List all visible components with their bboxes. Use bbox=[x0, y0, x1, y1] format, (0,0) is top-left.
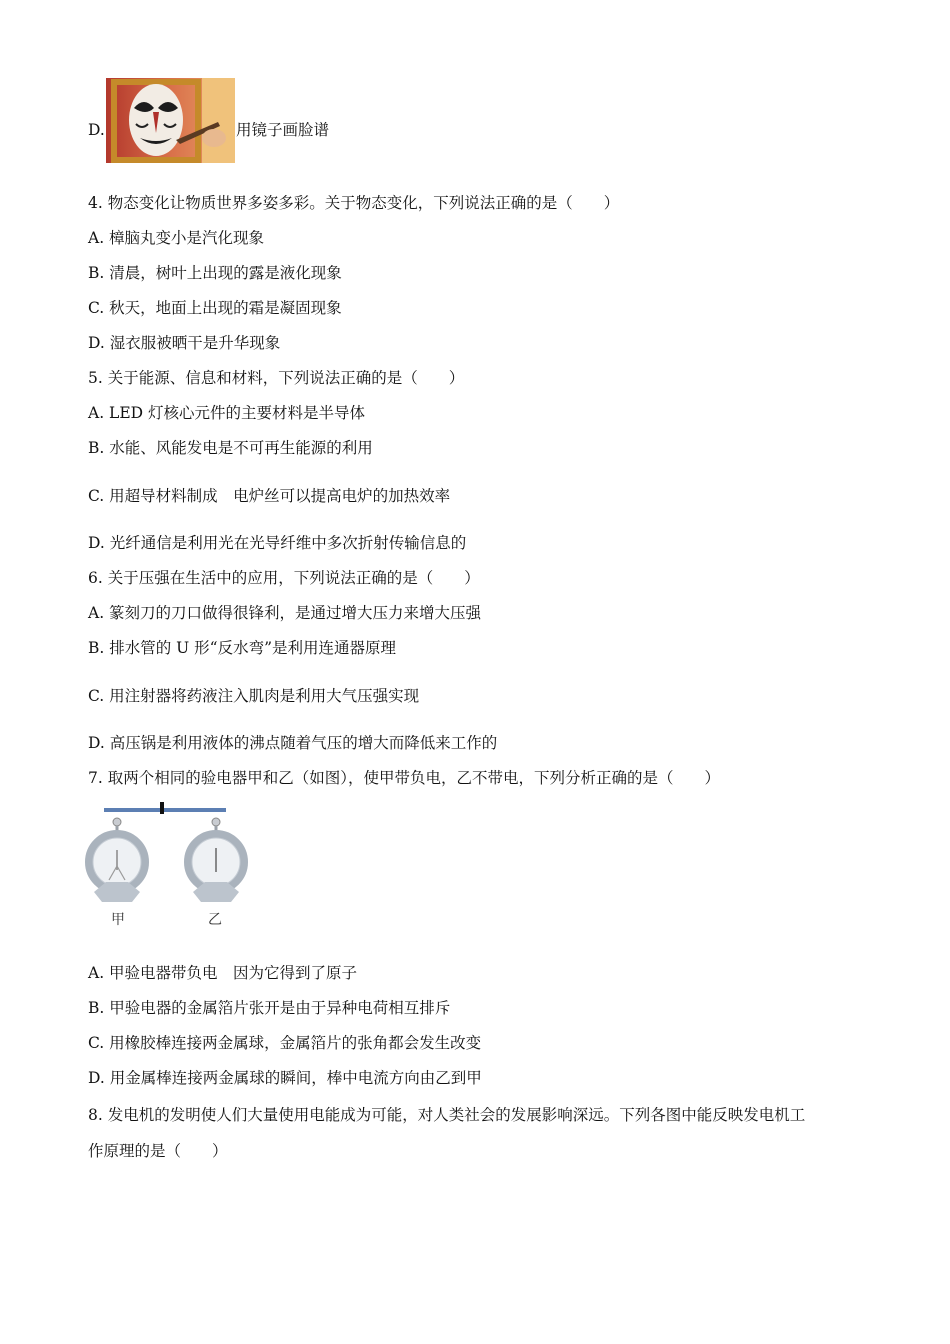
q7-stem: 7. 取两个相同的验电器甲和乙（如图），使甲带负电，乙不带电，下列分析正确的是（ ） bbox=[88, 769, 720, 787]
q5-option-d: D. 光纤通信是利用光在光导纤维中多次折射传输信息的 bbox=[88, 534, 467, 552]
q7-option-c: C. 用橡胶棒连接两金属球，金属箔片的张角都会发生改变 bbox=[88, 1034, 482, 1052]
q7-option-d: D. 用金属棒连接两金属球的瞬间，棒中电流方向由乙到甲 bbox=[88, 1069, 482, 1087]
q6-option-a: A. 篆刻刀的刀口做得很锋利，是通过增大压力来增大压强 bbox=[88, 604, 482, 622]
q5-option-a: A. LED 灯核心元件的主要材料是半导体 bbox=[88, 404, 366, 422]
electroscope-label-yi: 乙 bbox=[208, 912, 222, 928]
q4-option-c: C. 秋天，地面上出现的霜是凝固现象 bbox=[88, 299, 342, 317]
q5-option-b: B. 水能、风能发电是不可再生能源的利用 bbox=[88, 439, 373, 457]
opera-mask-mirror-photo bbox=[106, 78, 235, 163]
q5-option-c: C. 用超导材料制成 电炉丝可以提高电炉的加热效率 bbox=[88, 487, 451, 505]
q6-stem: 6. 关于压强在生活中的应用，下列说法正确的是（ ） bbox=[88, 569, 480, 587]
q3-option-d-text: 用镜子画脸谱 bbox=[236, 121, 330, 139]
q4-option-d: D. 湿衣服被晒干是升华现象 bbox=[88, 334, 281, 352]
q5-stem: 5. 关于能源、信息和材料，下列说法正确的是（ ） bbox=[88, 369, 465, 387]
electroscope-label-jia: 甲 bbox=[111, 912, 125, 928]
q4-option-b: B. 清晨，树叶上出现的露是液化现象 bbox=[88, 264, 342, 282]
q6-option-d: D. 高压锅是利用液体的沸点随着气压的增大而降低来工作的 bbox=[88, 734, 498, 752]
q6-option-b: B. 排水管的 U 形“反水弯”是利用连通器原理 bbox=[88, 639, 397, 657]
q3-option-d-label: D. bbox=[88, 121, 105, 139]
q7-option-b: B. 甲验电器的金属箔片张开是由于异种电荷相互排斥 bbox=[88, 999, 451, 1017]
q6-option-c: C. 用注射器将药液注入肌肉是利用大气压强实现 bbox=[88, 687, 420, 705]
q8-stem-line1: 8. 发电机的发明使人们大量使用电能成为可能，对人类社会的发展影响深远。下列各图中能反映发电机工 bbox=[88, 1106, 806, 1124]
q7-option-a: A. 甲验电器带负电 因为它得到了原子 bbox=[88, 964, 358, 982]
q8-stem-line2: 作原理的是（ ） bbox=[88, 1142, 228, 1160]
q4-stem: 4. 物态变化让物质世界多姿多彩。关于物态变化，下列说法正确的是（ ） bbox=[88, 194, 620, 212]
q4-option-a: A. 樟脑丸变小是汽化现象 bbox=[88, 229, 265, 247]
electroscope-figure bbox=[84, 800, 254, 930]
